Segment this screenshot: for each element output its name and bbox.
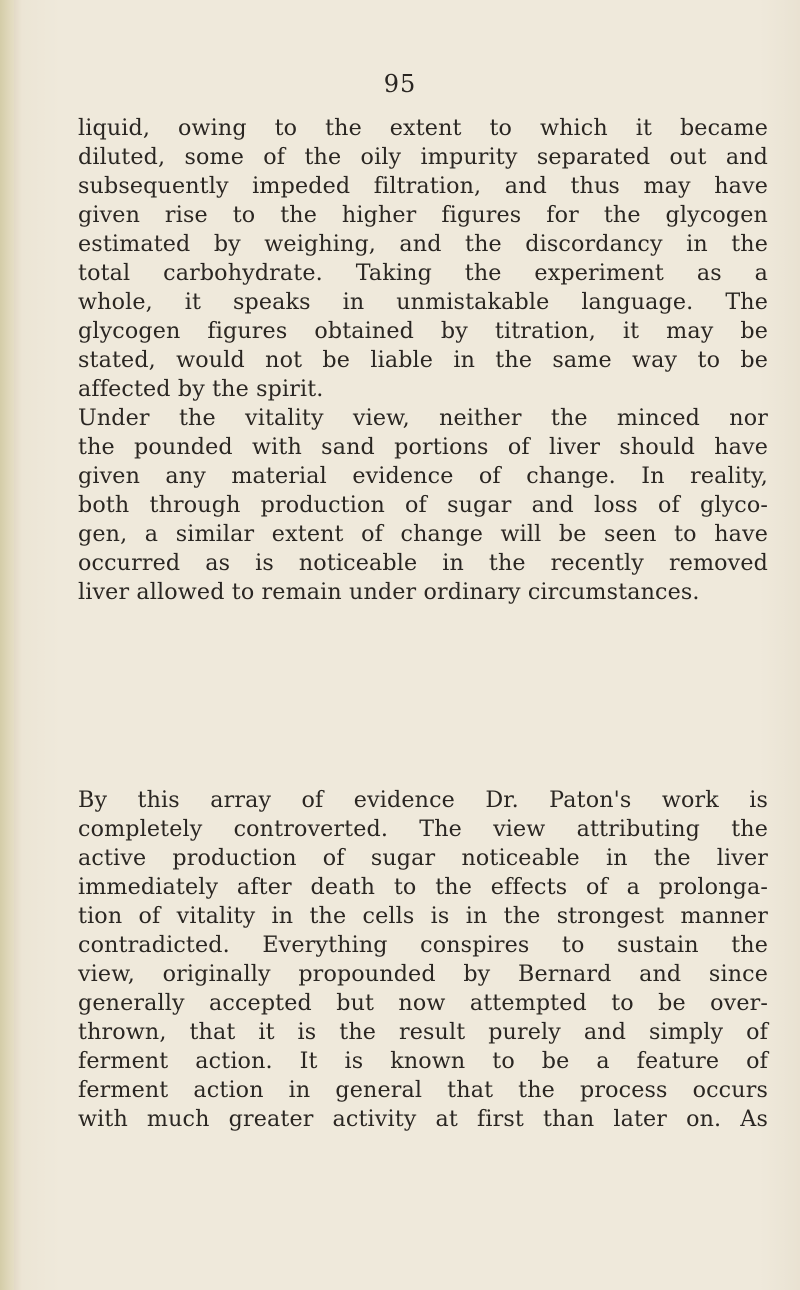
text-line: ferment action. It is known to be a feature of	[78, 1048, 768, 1074]
paragraph-block-2	[78, 786, 768, 1134]
text-line: view, originally propounded by Bernard and since	[78, 961, 768, 987]
text-line: given any material evidence of change. In reality,	[78, 463, 768, 489]
text-line: tion of vitality in the cells is in the strongest manner	[78, 903, 768, 929]
text-line: contradicted. Everything conspires to sustain the	[78, 932, 768, 958]
text-line: stated, would not be liable in the same way to be	[78, 347, 768, 373]
text-line: thrown, that it is the result purely and simply of	[78, 1019, 768, 1045]
text-line: completely controverted. The view attributing the	[78, 816, 768, 842]
text-line: ferment action in general that the process occurs	[78, 1077, 768, 1103]
text-line: diluted, some of the oily impurity separated out and	[78, 144, 768, 170]
text-line: liver allowed to remain under ordinary circumstances.	[78, 579, 700, 605]
text-line: affected by the spirit.	[78, 376, 324, 402]
text-line: whole, it speaks in unmistakable language. The	[78, 289, 768, 315]
text-line: active production of sugar noticeable in the liver	[78, 845, 768, 871]
text-line: gen, a similar extent of change will be seen to have	[78, 521, 768, 547]
text-line: liquid, owing to the extent to which it became	[78, 115, 768, 141]
text-line: glycogen figures obtained by titration, it may be	[78, 318, 768, 344]
page-number: 95	[383, 70, 417, 98]
paragraph-block-1	[78, 114, 768, 607]
text-line: the pounded with sand portions of liver should have	[78, 434, 768, 460]
text-line: Under the vitality view, neither the minced nor	[78, 405, 768, 431]
page-gutter-shadow	[0, 0, 14, 1290]
text-line: both through production of sugar and loss of glyco-	[78, 492, 768, 518]
text-line: subsequently impeded filtration, and thus may have	[78, 173, 768, 199]
text-line: total carbohydrate. Taking the experiment as a	[78, 260, 768, 286]
text-line: By this array of evidence Dr. Paton's work is	[78, 787, 768, 813]
text-line: occurred as is noticeable in the recently removed	[78, 550, 768, 576]
text-line: generally accepted but now attempted to be over-	[78, 990, 768, 1016]
text-line: immediately after death to the effects of a prolonga-	[78, 874, 768, 900]
text-line: given rise to the higher figures for the glycogen	[78, 202, 768, 228]
text-line: with much greater activity at first than later on. As	[78, 1106, 768, 1132]
text-line: estimated by weighing, and the discordancy in the	[78, 231, 768, 257]
